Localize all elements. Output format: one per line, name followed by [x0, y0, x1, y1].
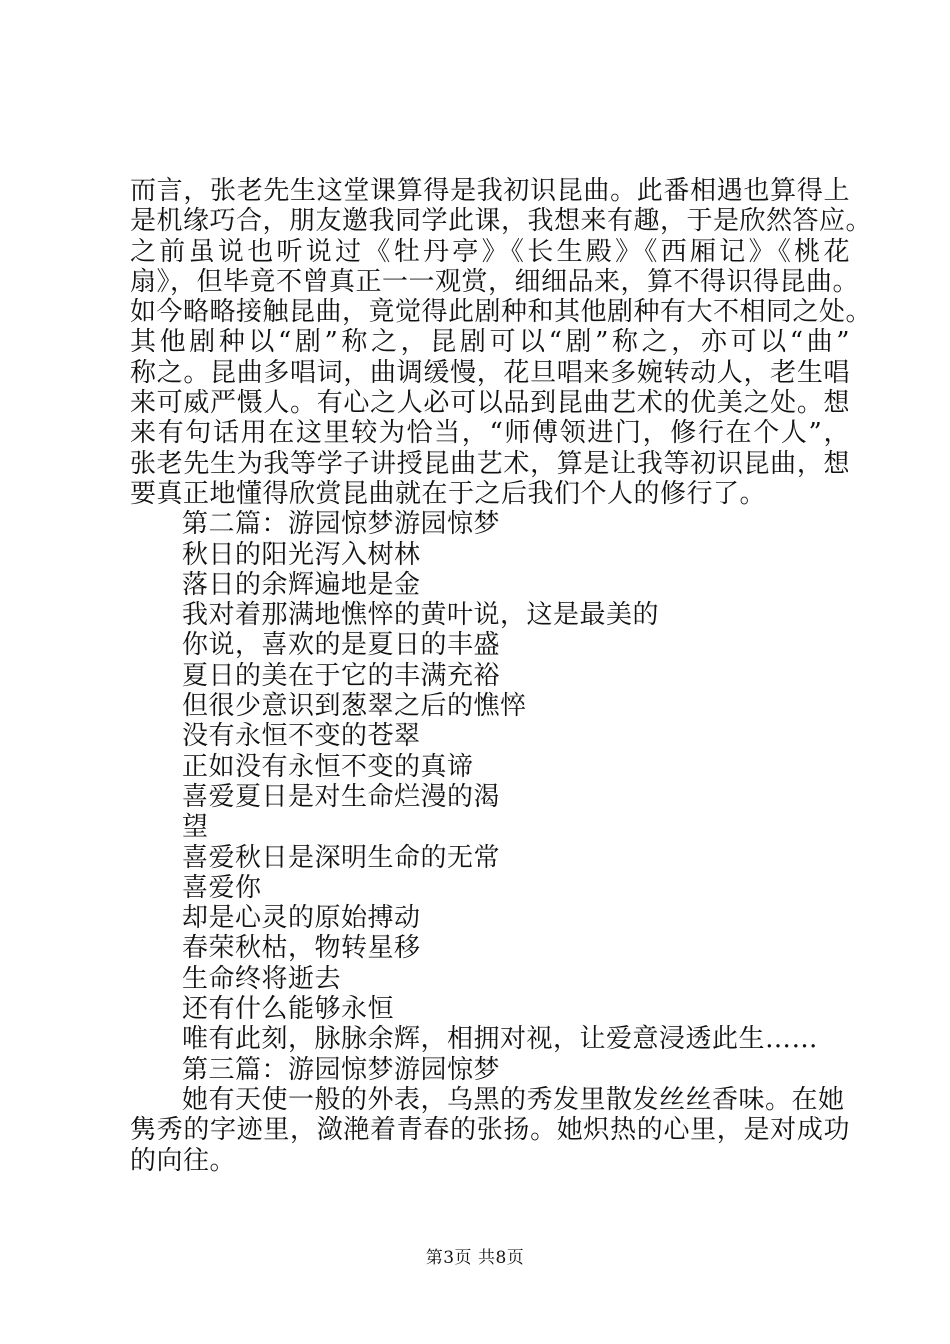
poem-line: 落日的余辉遍地是金 [182, 569, 421, 600]
poem-line: 夏日的美在于它的丰满充裕 [182, 660, 501, 691]
paragraph-line: 称之。昆曲多唱词，曲调缓慢，花旦唱来多婉转动人，老生唱 [130, 357, 850, 388]
poem-line: 却是心灵的原始搏动 [182, 903, 421, 934]
paragraph-line: 张老先生为我等学子讲授昆曲艺术，算是让我等初识昆曲，想 [130, 448, 850, 479]
poem-line: 生命终将逝去 [182, 963, 342, 994]
poem-line: 喜爱你 [182, 872, 262, 903]
poem-line: 望 [182, 812, 209, 843]
poem-line: 喜爱夏日是对生命烂漫的渴 [182, 781, 501, 812]
poem-line: 但很少意识到葱翠之后的憔悴 [182, 691, 527, 722]
poem-line: 喜爱秋日是深明生命的无常 [182, 842, 501, 873]
section-two-heading: 第二篇：游园惊梦游园惊梦 [182, 509, 501, 540]
poem-line: 你说，喜欢的是夏日的丰盛 [182, 630, 501, 661]
page-footer [0, 1243, 950, 1268]
document-body [130, 176, 873, 1176]
paragraph-line: 的向往。 [130, 1145, 237, 1176]
paragraph-line: 之前虽说也听说过《牡丹亭》《长生殿》《西厢记》《桃花 [130, 236, 850, 267]
poem-line: 我对着那满地憔悴的黄叶说，这是最美的 [182, 600, 660, 631]
paragraph-line: 要真正地懂得欣赏昆曲就在于之后我们个人的修行了。 [130, 478, 767, 509]
poem-line: 春荣秋枯，物转星移 [182, 933, 421, 964]
paragraph-line: 隽秀的字迹里，潋滟着青春的张扬。她炽热的心里，是对成功 [130, 1115, 850, 1146]
paragraph-line: 其他剧种以“剧”称之，昆剧可以“剧”称之，亦可以“曲” [130, 327, 850, 358]
poem-line: 还有什么能够永恒 [182, 994, 395, 1025]
poem-line: 唯有此刻，脉脉余辉，相拥对视，让爱意浸透此生…… [182, 1024, 819, 1055]
paragraph-line: 来有句话用在这里较为恰当，“师傅领进门，修行在个人”， [130, 418, 850, 449]
poem-line: 没有永恒不变的苍翠 [182, 721, 421, 752]
paragraph-line: 而言，张老先生这堂课算得是我初识昆曲。此番相遇也算得上 [130, 176, 850, 206]
poem-line: 秋日的阳光泻入树林 [182, 539, 421, 570]
section-three-heading: 第三篇：游园惊梦游园惊梦 [182, 1054, 501, 1085]
page-number: 第3页 共8页 [425, 1248, 525, 1268]
paragraph-line: 扇》，但毕竟不曾真正一一观赏，细细品来，算不得识得昆曲。 [130, 266, 860, 297]
paragraph-line: 是机缘巧合，朋友邀我同学此课，我想来有趣，于是欣然答应。 [130, 206, 873, 237]
paragraph-line: 她有天使一般的外表，乌黑的秀发里散发丝丝香味。在她 [182, 1084, 845, 1115]
paragraph-line: 来可威严慑人。有心之人必可以品到昆曲艺术的优美之处。想 [130, 388, 850, 419]
poem-line: 正如没有永恒不变的真谛 [182, 751, 474, 782]
paragraph-line: 如今略略接触昆曲，竟觉得此剧种和其他剧种有大不相同之处。 [130, 297, 873, 328]
